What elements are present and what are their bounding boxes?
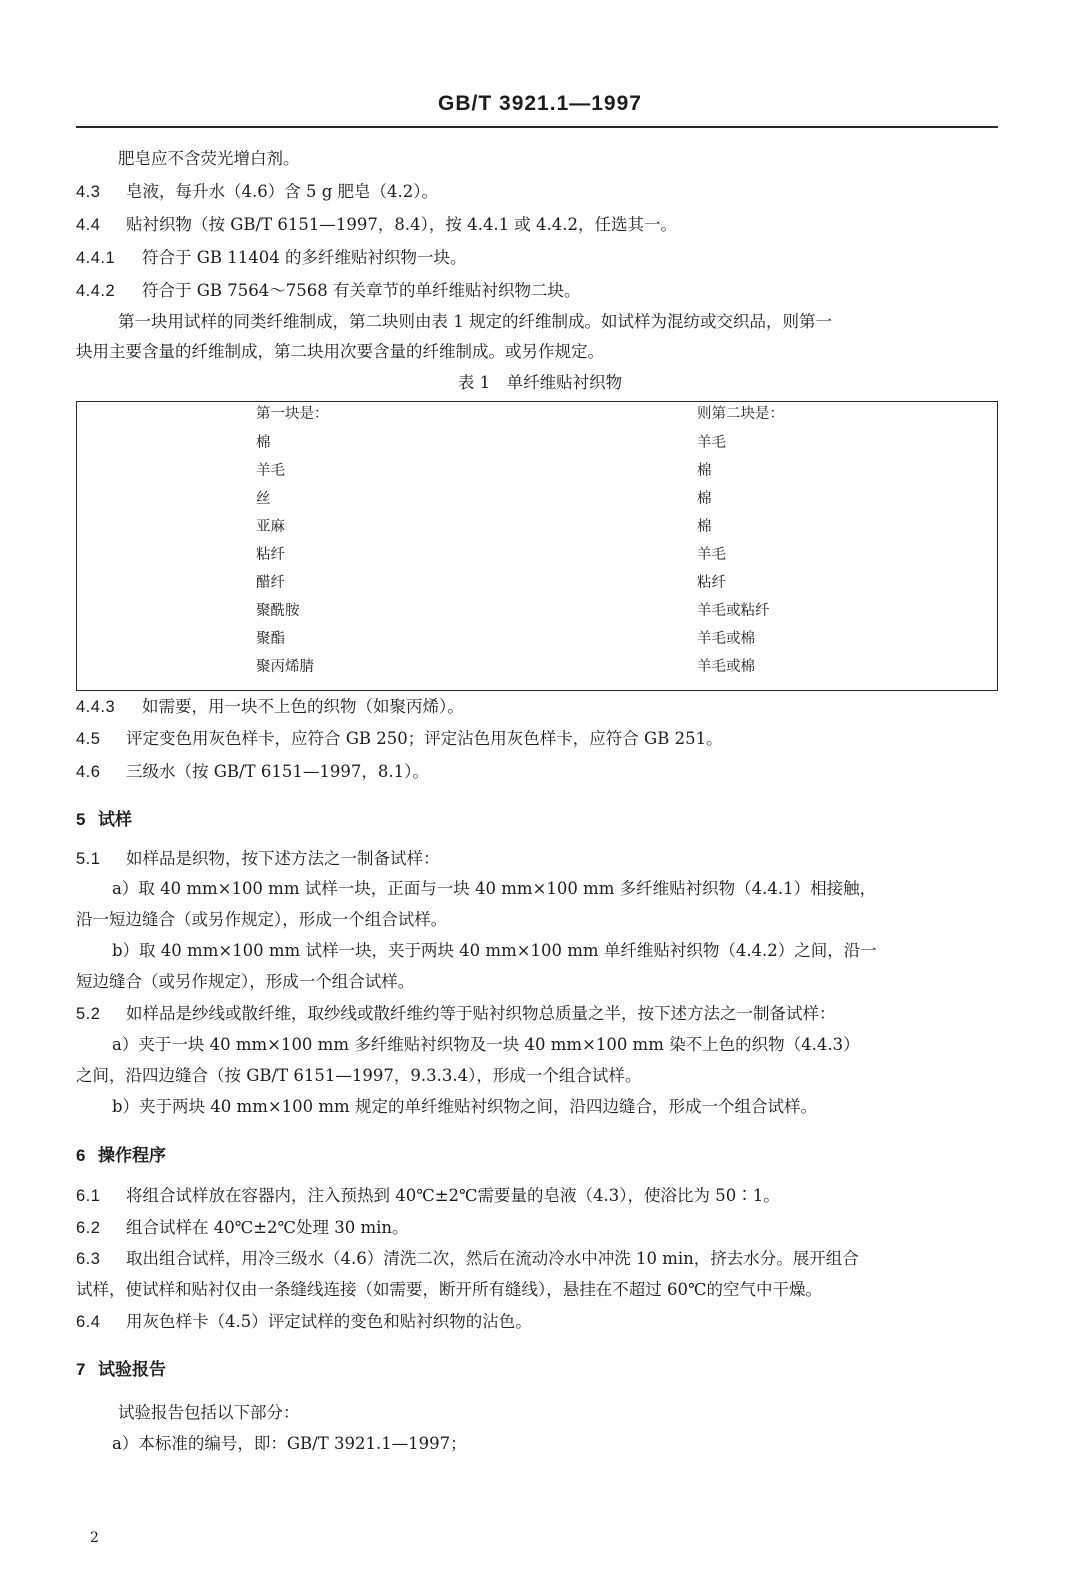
- paragraph-line: [118, 1403, 300, 1423]
- paragraph-line: [76, 1280, 822, 1300]
- clause-number: 4.6: [76, 763, 101, 781]
- clause-number: 4.5: [76, 730, 101, 748]
- table-cell: 羊毛: [256, 463, 285, 479]
- table-cell: 羊毛或棉: [697, 659, 755, 675]
- table-cell: 棉: [697, 491, 712, 507]
- line-text: 试验报告包括以下部分：: [118, 1403, 300, 1422]
- clause-4-4: [76, 215, 677, 235]
- section-title: 操作程序: [97, 1146, 166, 1166]
- section-number: 5: [76, 810, 86, 829]
- table-cell: 羊毛或粘纤: [697, 603, 770, 619]
- section-number: 6: [76, 1146, 86, 1165]
- paragraph-line: [76, 342, 604, 362]
- clause-text: 贴衬织物（按 GB/T 6151—1997，8.4），按 4.4.1 或 4.4.2，任选其一。: [126, 215, 678, 234]
- table-cell: 羊毛或棉: [697, 631, 755, 647]
- table-caption: 表 1 单纤维贴衬织物: [457, 373, 623, 392]
- clause-text: 组合试样在 40℃±2℃处理 30 min。: [126, 1218, 409, 1237]
- clause-number: 5.2: [76, 1005, 101, 1023]
- paragraph-line: [76, 910, 447, 930]
- paragraph-line: [112, 1434, 467, 1454]
- paragraph-line: [112, 941, 877, 961]
- clause-text: 如需要，用一块不上色的织物（如聚丙烯）。: [142, 697, 464, 716]
- clause-text: 将组合试样放在容器内，注入预热到 40℃±2℃需要量的皂液（4.3），使浴比为 50∶1。: [126, 1186, 780, 1205]
- clause-number: 4.4.2: [76, 282, 116, 300]
- paragraph-line: [112, 1035, 860, 1055]
- table-header-second: 则第二块是：: [697, 406, 784, 422]
- clause-4-5: [76, 729, 723, 749]
- clause-6-4: [76, 1312, 532, 1332]
- section-title: 试验报告: [97, 1360, 166, 1380]
- clause-text: 用灰色样卡（4.5）评定试样的变色和贴衬织物的沾色。: [126, 1312, 532, 1331]
- clause-6-2: [76, 1218, 409, 1238]
- clause-number: 4.4.3: [76, 698, 116, 716]
- page-header: GB/T 3921.1—1997: [438, 92, 642, 115]
- paragraph-line: [112, 1097, 817, 1117]
- clause-number: 4.4.1: [76, 249, 116, 267]
- table-cell: 棉: [697, 519, 712, 535]
- paragraph-line: [118, 149, 300, 169]
- line-text: b）取 40 mm×100 mm 试样一块，夹于两块 40 mm×100 mm 单纤维贴衬织物（4.4.2）之间，沿一: [112, 941, 877, 960]
- section-5-heading: [76, 805, 132, 830]
- line-text: 块用主要含量的纤维制成，第二块用次要含量的纤维制成。或另作规定。: [76, 342, 604, 361]
- section-7-heading: [76, 1355, 166, 1380]
- paragraph-line: [76, 972, 414, 992]
- clause-5-2: [76, 1004, 836, 1024]
- header-rule: [76, 126, 998, 128]
- clause-number: 6.4: [76, 1313, 101, 1331]
- clause-text: 三级水（按 GB/T 6151—1997，8.1）。: [126, 762, 429, 781]
- line-text: b）夹于两块 40 mm×100 mm 规定的单纤维贴衬织物之间，沿四边缝合，形成一个组合试样。: [112, 1097, 817, 1116]
- table-1: [76, 401, 998, 691]
- clause-number: 6.2: [76, 1219, 101, 1237]
- table-cell: 棉: [256, 435, 271, 451]
- clause-4-6: [76, 762, 429, 782]
- table-cell: 聚丙烯腈: [256, 659, 314, 675]
- line-text: 试样，使试样和贴衬仅由一条缝线连接（如需要，断开所有缝线），悬挂在不超过 60℃的空气中干燥。: [76, 1280, 822, 1299]
- clause-4-4-3: [76, 697, 464, 717]
- table-cell: 醋纤: [256, 575, 285, 591]
- table-cell: 棉: [697, 463, 712, 479]
- clause-text: 评定变色用灰色样卡，应符合 GB 250；评定沾色用灰色样卡，应符合 GB 251。: [126, 729, 723, 748]
- clause-6-3: [76, 1249, 859, 1269]
- clause-text: 符合于 GB 7564～7568 有关章节的单纤维贴衬织物二块。: [142, 281, 581, 300]
- table-cell: 羊毛: [697, 435, 726, 451]
- paragraph-line: [118, 312, 832, 332]
- clause-text: 如样品是纱线或散纤维，取纱线或散纤维约等于贴衬织物总质量之半，按下述方法之一制备试样：: [126, 1004, 836, 1023]
- clause-number: 5.1: [76, 850, 101, 868]
- clause-4-3: [76, 182, 438, 202]
- clause-number: 4.4: [76, 216, 101, 234]
- clause-4-4-2: [76, 281, 581, 301]
- clause-6-1: [76, 1186, 780, 1206]
- clause-number: 6.1: [76, 1187, 101, 1205]
- table-header-first: 第一块是：: [256, 406, 329, 422]
- table-cell: 粘纤: [256, 547, 285, 563]
- line-text: a）夹于一块 40 mm×100 mm 多纤维贴衬织物及一块 40 mm×100 mm 染不上色的织物（4.4.3）: [112, 1035, 860, 1054]
- section-title: 试样: [97, 810, 132, 830]
- paragraph-line: [76, 1066, 641, 1086]
- clause-text: 符合于 GB 11404 的多纤维贴衬织物一块。: [142, 248, 467, 267]
- line-text: 短边缝合（或另作规定），形成一个组合试样。: [76, 972, 415, 991]
- page-number: 2: [90, 1530, 99, 1546]
- clause-text: 皂液，每升水（4.6）含 5 g 肥皂（4.2）。: [126, 182, 439, 201]
- section-number: 7: [76, 1360, 86, 1379]
- table-cell: 亚麻: [256, 519, 285, 535]
- clause-number: 4.3: [76, 183, 101, 201]
- table-cell: 羊毛: [697, 547, 726, 563]
- table-cell: 聚酰胺: [256, 603, 300, 619]
- clause-text: 如样品是织物，按下述方法之一制备试样：: [126, 849, 440, 868]
- clause-5-1: [76, 849, 440, 869]
- line-text: 之间，沿四边缝合（按 GB/T 6151—1997，9.3.3.4），形成一个组合试样。: [76, 1066, 642, 1085]
- clause-number: 6.3: [76, 1250, 101, 1268]
- line-text: 第一块用试样的同类纤维制成，第二块则由表 1 规定的纤维制成。如试样为混纺或交织品，则第一: [118, 312, 832, 331]
- table-cell: 丝: [256, 491, 271, 507]
- paragraph-line: [112, 879, 876, 899]
- line-text: 肥皂应不含荧光增白剂。: [118, 149, 300, 168]
- table-cell: 粘纤: [697, 575, 726, 591]
- clause-text: 取出组合试样，用冷三级水（4.6）清洗二次，然后在流动冷水中冲洗 10 min，挤去水分。展开组合: [126, 1249, 859, 1268]
- line-text: 沿一短边缝合（或另作规定），形成一个组合试样。: [76, 910, 448, 929]
- line-text: a）取 40 mm×100 mm 试样一块，正面与一块 40 mm×100 mm 多纤维贴衬织物（4.4.1）相接触，: [112, 879, 877, 898]
- table-cell: 聚酯: [256, 631, 285, 647]
- clause-4-4-1: [76, 248, 467, 268]
- section-6-heading: [76, 1141, 166, 1166]
- line-text: a）本标准的编号，即：GB/T 3921.1—1997；: [112, 1434, 467, 1453]
